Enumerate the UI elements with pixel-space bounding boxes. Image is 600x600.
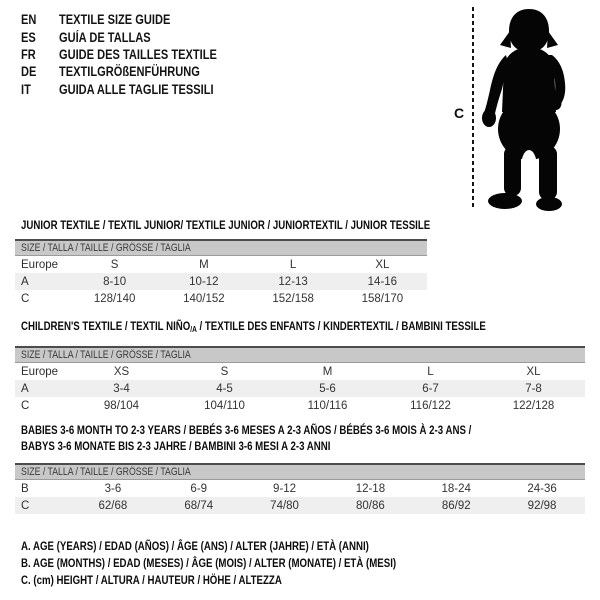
size-cell: 104/110 <box>204 399 245 412</box>
language-row <box>21 11 252 28</box>
size-cell: 12-18 <box>355 482 386 495</box>
language-code: IT <box>21 81 31 97</box>
size-cell: 116/122 <box>410 399 451 412</box>
size-header-bar <box>15 463 585 480</box>
row-label: B <box>21 482 29 495</box>
footnote: A. AGE (YEARS) / EDAD (AÑOS) / ÂGE (ANS) / ALTER (JAHRE) / ETÀ (ANNI) <box>21 539 369 553</box>
table-row-europe <box>15 363 585 380</box>
size-cell: 4-5 <box>216 382 233 395</box>
size-cell: 9-12 <box>273 482 297 495</box>
size-cell: 68/74 <box>184 499 214 512</box>
size-cell: 128/140 <box>93 292 136 305</box>
size-cell: 122/128 <box>512 399 555 412</box>
size-header-bar <box>15 239 427 256</box>
baby-silhouette-icon <box>479 6 579 213</box>
row-label: C <box>21 499 30 512</box>
size-cell: 14-16 <box>367 275 398 288</box>
language-row <box>21 28 252 45</box>
size-cell: 158/170 <box>361 292 404 305</box>
table-title-line: CHILDREN'S TEXTILE / TEXTIL $NIÑO_{/A}$ / TEXTILE DES ENFANTS / KINDERTEXTIL / BAMBINI TESSILE <box>21 319 486 334</box>
size-cell: 24-36 <box>527 482 557 495</box>
size-cell: 152/158 <box>272 292 314 305</box>
row-label: Europe <box>21 258 59 271</box>
row-label: A <box>21 382 29 395</box>
size-cell: 7-8 <box>525 382 542 395</box>
size-cell: 5-6 <box>319 382 336 395</box>
footnote-list <box>15 538 478 589</box>
table-row-c <box>15 397 585 414</box>
size-header-label: SIZE / TALLA / TAILLE / GRÖSSE / TAGLIA <box>21 349 191 361</box>
table-row-a <box>15 273 427 290</box>
size-cell: 80/86 <box>356 499 385 512</box>
language-code: ES <box>21 29 36 45</box>
language-title-list <box>21 11 252 98</box>
size-cell: 110/116 <box>307 399 348 412</box>
table-title-line: BABIES 3-6 MONTH TO 2-3 YEARS / BEBÉS 3-6 MESES A 2-3 AÑOS / BÉBÉS 3-6 MOIS À 2-3 ANS / <box>21 423 472 437</box>
size-cell: 3-4 <box>113 382 130 395</box>
height-measure-line <box>472 7 474 207</box>
language-code: DE <box>21 64 37 80</box>
language-title: GUIDE DES TAILLES TEXTILE <box>59 46 217 62</box>
size-header-label: SIZE / TALLA / TAILLE / GRÖSSE / TAGLIA <box>21 242 191 254</box>
table-title <box>15 319 585 338</box>
size-cell: L <box>289 258 297 271</box>
size-cell: S <box>220 365 229 378</box>
size-table <box>15 363 585 414</box>
row-label: C <box>21 292 30 305</box>
row-label: A <box>21 275 29 288</box>
size-header-label: SIZE / TALLA / TAILLE / GRÖSSE / TAGLIA <box>21 466 191 478</box>
size-cell: 6-9 <box>190 482 208 495</box>
language-title: TEXTILE SIZE GUIDE <box>59 12 171 28</box>
table-title <box>15 218 431 234</box>
size-cell: XL <box>526 365 541 378</box>
language-title: GUÍA DE TALLAS <box>59 29 151 45</box>
size-cell: 62/68 <box>98 499 128 512</box>
size-table <box>15 480 585 514</box>
table-row-c <box>15 497 585 514</box>
language-code: FR <box>21 46 36 62</box>
row-label: Europe <box>21 365 59 378</box>
size-table <box>15 256 427 307</box>
language-row <box>21 81 252 98</box>
table-title <box>15 423 585 454</box>
footnote: C. (cm) HEIGHT / ALTURA / HAUTEUR / HÖHE / ALTEZZA <box>21 573 282 587</box>
table-row-c <box>15 290 427 307</box>
language-row <box>21 63 252 80</box>
size-cell: 6-7 <box>422 382 439 395</box>
language-row <box>21 46 252 63</box>
size-cell: L <box>427 365 434 378</box>
table-row-b <box>15 480 585 497</box>
size-cell: 12-13 <box>278 275 308 288</box>
table-row-a <box>15 380 585 397</box>
size-cell: M <box>322 365 333 378</box>
size-cell: 10-12 <box>189 275 219 288</box>
size-cell: 98/104 <box>103 399 140 412</box>
table-title-line: JUNIOR TEXTILE / TEXTIL JUNIOR/ TEXTILE JUNIOR / JUNIORTEXTIL / JUNIOR TESSILE <box>21 218 431 232</box>
language-title: GUIDA ALLE TAGLIE TESSILI <box>59 81 214 97</box>
footnote: B. AGE (MONTHS) / EDAD (MESES) / ÂGE (MOIS) / ALTER (MONATE) / ETÀ (MESI) <box>21 556 397 570</box>
size-cell: 8-10 <box>103 275 127 288</box>
size-cell: M <box>199 258 209 271</box>
size-cell: S <box>110 258 119 271</box>
table-title-line: BABYS 3-6 MONATE BIS 2-3 JAHRE / BAMBINI 3-6 MESI A 2-3 ANNI <box>21 438 331 453</box>
size-cell: 140/152 <box>183 292 225 305</box>
row-label: C <box>21 399 30 412</box>
height-marker-label: C <box>453 105 465 121</box>
size-header-bar <box>15 346 585 363</box>
table-row-europe <box>15 256 427 273</box>
size-cell: 74/80 <box>270 499 299 512</box>
size-cell: 3-6 <box>104 482 122 495</box>
size-cell: 86/92 <box>441 499 471 512</box>
language-title: TEXTILGRÖßENFÜHRUNG <box>59 64 200 80</box>
size-cell: 18-24 <box>441 482 471 495</box>
size-cell: XL <box>375 258 390 271</box>
size-cell: XS <box>113 365 130 378</box>
size-cell: 92/98 <box>527 499 557 512</box>
language-code: EN <box>21 12 37 28</box>
